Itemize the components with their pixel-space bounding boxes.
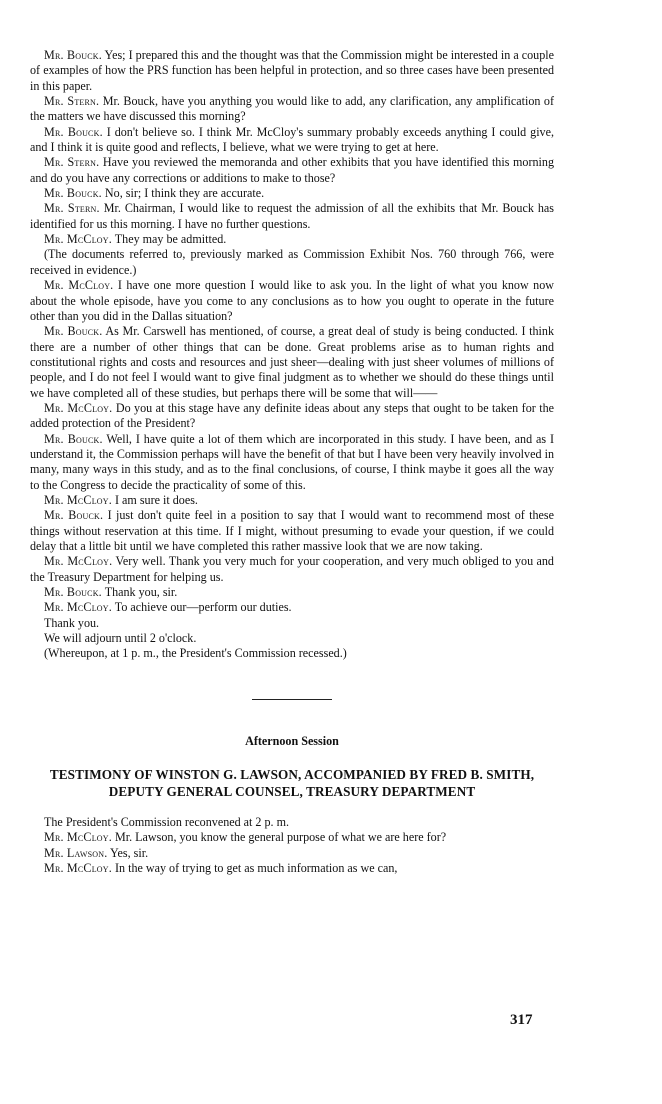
transcript-paragraph [30,600,554,615]
speaker-name: Mr. McCloy. [44,400,113,415]
speaker-name: Mr. McCloy. [44,232,112,247]
paragraph-text: I am sure it does. [111,492,198,507]
transcript-paragraph [30,585,554,600]
page-number: 317 [510,1012,533,1028]
paragraph-text: To achieve our—perform our duties. [111,600,292,615]
paragraph-text: We will adjourn until 2 o'clock. [44,631,197,646]
section-divider [252,699,332,700]
speaker-name: Mr. McCloy. [44,492,112,507]
speaker-name: Mr. Stern. [44,201,100,216]
paragraph-text: In the way of trying to get as much information as we can, [111,861,398,876]
speaker-name: Mr. Bouck. [44,431,103,446]
speaker-name: Mr. Bouck. [44,124,103,139]
speaker-name: Mr. Lawson. [44,845,108,860]
speaker-name: Mr. Stern. [44,94,100,109]
testimony-heading: TESTIMONY OF WINSTON G. LAWSON, ACCOMPANIED BY FRED B. SMITH, DEPUTY GENERAL COUNSEL, TREASURY DEPARTMENT [49,767,535,800]
paragraph-text: Yes, sir. [107,845,149,860]
paragraph-text: Do you at this stage have any definite ideas about any steps that ought to be taken for the added protection of the President? [30,400,554,431]
paragraph-text: I don't believe so. I think Mr. McCloy's summary probably exceeds anything I could give, and I think it is quite good and reflects, I believe, what we were trying to get at here. [30,124,554,155]
transcript-paragraph [30,324,554,401]
transcript-paragraph [30,232,554,247]
transcript-paragraph [30,616,554,631]
testimony-before-recess [30,48,554,662]
transcript-paragraph [30,401,554,432]
transcript-paragraph [30,646,554,661]
transcript-paragraph [30,201,554,232]
speaker-name: Mr. McCloy. [44,600,112,615]
transcript-paragraph [30,861,554,876]
transcript-paragraph [30,508,554,554]
paragraph-text: As Mr. Carswell has mentioned, of course, a great deal of study is being conducted. I think there are a number of other things that can be done. Great problems arise as to human rights and constitutional rights and costs and resources and just sheer—dealing with just sheer volumes of millions of people, and I do not feel I would want to give final judgment as to whether we should do these things until we have completed all of these studies, but perhaps there will be some that will—— [30,324,554,400]
transcript-paragraph [30,155,554,186]
transcript-paragraph [30,493,554,508]
speaker-name: Mr. McCloy. [44,278,114,293]
paragraph-text: Have you reviewed the memoranda and other exhibits that you have identified this morning and do you have any corrections or additions to make to those? [30,155,554,185]
speaker-name: Mr. Bouck. [44,585,102,600]
transcript-page [30,48,554,876]
transcript-paragraph [30,830,554,845]
paragraph-text: I have one more question I would like to ask you. In the light of what you know now about the whole episode, have you come to any conclusions as to how you ought to operate in the future other than you did in the Dallas situation? [30,278,554,323]
speaker-name: Mr. McCloy. [44,554,113,569]
paragraph-text: Very well. Thank you very much for your cooperation, and very much obliged to you and the Treasury Department for helping us. [30,554,554,584]
transcript-paragraph [30,631,554,646]
speaker-name: Mr. McCloy. [44,861,112,876]
speaker-name: Mr. McCloy. [44,830,112,845]
speaker-name: Mr. Bouck. [44,48,102,62]
paragraph-text: Mr. Lawson, you know the general purpose of what we are here for? [111,830,447,845]
speaker-name: Mr. Stern. [44,155,100,170]
paragraph-text: (The documents referred to, previously marked as Commission Exhibit Nos. 760 through 766, were received in evidence.) [30,247,554,277]
transcript-paragraph [30,186,554,201]
paragraph-text: I just don't quite feel in a position to say that I would want to recommend most of these things without reservation at this time. If I might, without presuming to evade your question, if we could delay that a little bit until we have completed this rather massive look that we are now taking. [30,508,554,553]
speaker-name: Mr. Bouck. [44,186,102,201]
speaker-name: Mr. Bouck. [44,508,104,523]
paragraph-text: The President's Commission reconvened at 2 p. m. [44,815,290,830]
paragraph-text: Yes; I prepared this and the thought was that the Commission might be interested in a couple of examples of how the PRS function has been helpful in protection, and so three cases have been presented in this paper. [30,48,554,93]
paragraph-text: (Whereupon, at 1 p. m., the President's Commission recessed.) [44,646,347,661]
testimony-afternoon [30,815,554,876]
transcript-paragraph [30,247,554,278]
paragraph-text: Thank you, sir. [101,585,178,600]
paragraph-text: Mr. Bouck, have you anything you would like to add, any clarification, any amplification of the matters we have discussed this morning? [30,94,554,124]
transcript-paragraph [30,554,554,585]
session-title: Afternoon Session [245,733,339,748]
transcript-paragraph [30,278,554,324]
paragraph-text: Thank you. [44,615,100,630]
paragraph-text: Mr. Chairman, I would like to request the admission of all the exhibits that Mr. Bouck has identified for us this morning. I have no further questions. [30,201,554,231]
transcript-paragraph [30,815,554,830]
paragraph-text: No, sir; I think they are accurate. [101,186,265,201]
paragraph-text: They may be admitted. [111,232,227,247]
paragraph-text: Well, I have quite a lot of them which are incorporated in this study. I have been, and as I understand it, the Commission perhaps will have the benefit of that but I have been very heavily involved in many, many ways in this study, and as to the final conclusions, of course, I think maybe it goes all the way to the Congress to decide the practicality of some of this. [30,431,554,492]
transcript-paragraph [30,846,554,861]
transcript-paragraph [30,432,554,493]
transcript-paragraph [30,48,554,94]
speaker-name: Mr. Bouck. [44,324,103,339]
transcript-paragraph [30,125,554,156]
transcript-paragraph [30,94,554,125]
